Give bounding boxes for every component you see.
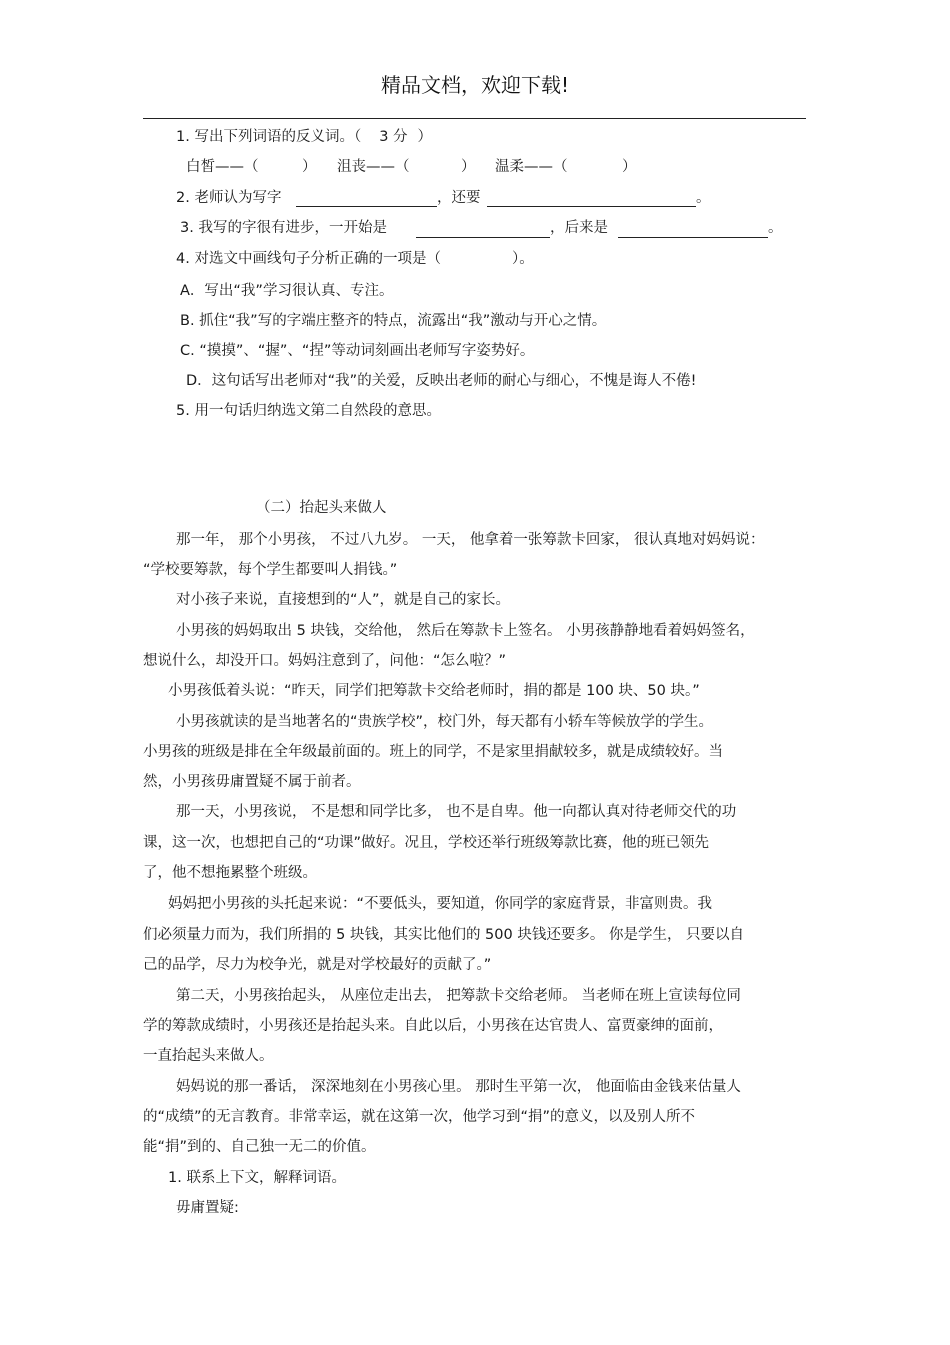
option-d: D．这句话写出老师对“我”的关爱，反映出老师的耐心与细心，不愧是诲人不倦! [186, 373, 697, 389]
antonym-item-3: 温柔——（ [495, 159, 568, 175]
vocabulary-term: 毋庸置疑: [176, 1200, 239, 1216]
passage-line: 学的筹款成绩时，小男孩还是抬起头来。自此以后，小男孩在达官贵人、富贾豪绅的面前， [143, 1018, 723, 1034]
question-1-score: 3 分 [379, 129, 408, 145]
antonym-item-2-close: ） [461, 159, 476, 175]
answer-blank [296, 206, 437, 207]
passage-line: 第二天，小男孩抬起头， 从座位走出去， 把筹款卡交给老师。 当老师在班上宣读每位同 [176, 988, 741, 1004]
answer-blank [416, 237, 550, 238]
antonym-item-3-close: ） [622, 159, 637, 175]
page-header-title: 精品文档，欢迎下载! [380, 73, 570, 97]
question-1-text: 1. 写出下列词语的反义词。（ [176, 129, 362, 145]
passage-line: 课，这一次，也想把自己的“功课”做好。况且，学校还举行班级筹款比赛，他的班已领先 [143, 835, 710, 851]
answer-blank [618, 237, 768, 238]
passage-line: “学校要筹款，每个学生都要叫人捐钱。” [143, 562, 398, 578]
passage-line: 那一天，小男孩说， 不是想和同学比多， 也不是自卑。他一向都认真对待老师交代的功 [176, 804, 737, 820]
option-c: C. “摸摸”、“握”、“捏”等动词刻画出老师写字姿势好。 [180, 343, 535, 359]
passage-title: （二）抬起头来做人 [256, 500, 387, 516]
question-2-label: 2. 老师认为写字 [176, 190, 282, 206]
passage-line: 的“成绩”的无言教育。非常幸运，就在这第一次，他学习到“捐”的意义，以及别人所不 [143, 1109, 696, 1125]
antonym-item-1: 白皙——（ [186, 159, 259, 175]
question-4: 4. 对选文中画线句子分析正确的一项是（ [176, 251, 441, 267]
passage-line: 想说什么，却没开口。妈妈注意到了，问他：“怎么啦？” [143, 653, 507, 669]
question-3-mid: ，后来是 [550, 220, 608, 236]
passage-line: 然，小男孩毋庸置疑不属于前者。 [143, 774, 361, 790]
option-a: A．写出“我”学习很认真、专注。 [180, 283, 394, 299]
option-b: B. 抓住“我”写的字端庄整齐的特点，流露出“我”激动与开心之情。 [180, 313, 607, 329]
question-5: 5. 用一句话归纳选文第二自然段的意思。 [176, 403, 441, 419]
passage-line: 一直抬起头来做人。 [143, 1048, 274, 1064]
antonym-item-2: 沮丧——（ [337, 159, 410, 175]
passage-line: 那一年， 那个小男孩， 不过八九岁。 一天， 他拿着一张筹款卡回家， 很认真地对妈妈说： [176, 532, 765, 548]
passage-line: 己的品学，尽力为校争光，就是对学校最好的贡献了。” [143, 957, 492, 973]
question-1-close: ） [417, 129, 433, 145]
question-2-end: 。 [696, 190, 711, 206]
passage-line: 小男孩的班级是排在全年级最前面的。班上的同学，不是家里捐献较多，就是成绩较好。当 [143, 744, 723, 760]
question-3-label: 3. 我写的字很有进步，一开始是 [180, 220, 387, 236]
answer-blank [487, 206, 696, 207]
passage-line: 能“捐”到的、自己独一无二的价值。 [143, 1139, 376, 1155]
question-1 [176, 127, 432, 147]
passage-line: 小男孩就读的是当地著名的“贵族学校”，校门外，每天都有小轿车等候放学的学生。 [176, 714, 714, 730]
question-2-mid: ，还要 [437, 190, 481, 206]
passage-line: 小男孩的妈妈取出 5 块钱，交给他， 然后在筹款卡上签名。 小男孩静静地看着妈妈签名， [176, 623, 755, 639]
passage-line: 了，他不想拖累整个班级。 [143, 865, 317, 881]
passage-line: 妈妈把小男孩的头托起来说：“不要低头，要知道，你同学的家庭背景，非富则贵。我 [168, 896, 713, 912]
passage-line: 们必须量力而为，我们所捐的 5 块钱，其实比他们的 500 块钱还要多。 你是学生， 只要以自 [143, 927, 745, 943]
question-4-end: ）。 [512, 251, 534, 267]
header-divider [143, 118, 806, 119]
question-3-end: 。 [768, 220, 783, 236]
passage-line: 小男孩低着头说：“昨天，同学们把筹款卡交给老师时，捐的都是 100 块、50 块。” [168, 683, 700, 699]
passage-line: 对小孩子来说，直接想到的“人”，就是自己的家长。 [176, 592, 511, 608]
question-2-1: 1. 联系上下文，解释词语。 [168, 1170, 346, 1186]
passage-line: 妈妈说的那一番话， 深深地刻在小男孩心里。 那时生平第一次， 他面临由金钱来估量人 [176, 1079, 741, 1095]
antonym-item-1-close: ） [302, 159, 317, 175]
